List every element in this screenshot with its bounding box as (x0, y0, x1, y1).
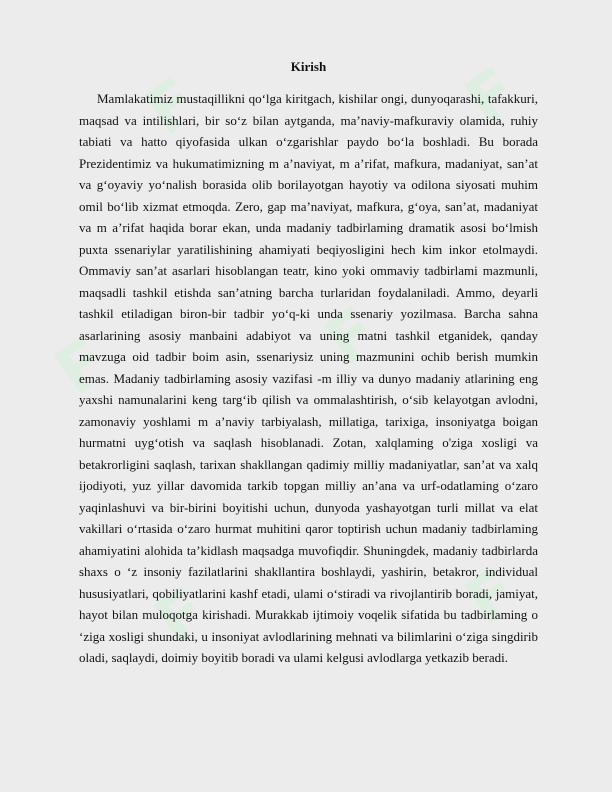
watermark-logo-icon: F (142, 574, 221, 660)
body-paragraph: Mamlakatimiz mustaqillikni qo‘lga kiritgach, kishilar ongi, dunyoqarashi, tafakkuri, maqsad va intilishlari, bir so‘z bilan aytganda, ma’naviy-mafkuraviy olamida, ruhiy tabiati va hatto qiyofasida ulkan o‘zgarishlar paydo bo‘la boshladi. Bu borada Prezidentimiz va hukumatimizning m a’naviyat, m a’rifat, mafkura, madaniyat, san’at va g‘oyaviy yo‘nalish borasida olib borilayotgan hayotiy va odilona siyosati muhim omil bo‘lib xizmat etmoqda. Zero, gap ma’naviyat, mafkura, g‘oya, san’at, madaniyat va m a’rifat haqida borar ekan, unda madaniy tadbirlaming dramatik asosi bo‘lmish puxta ssenariylar yaratilishining ahamiyati beqiyosligini hech kim inkor etolmaydi. Ommaviy san’at asarlari hisoblangan teatr, kino yoki ommaviy tadbirlami mazmunli, maqsadli tashkil etishda san’atning barcha turlaridan foydalaniladi. Ammo, deyarli tashkil etiladigan biron-bir tadbir yo‘q-ki unda ssenariy yozilmasa. Barcha sahna asarlarining asosiy manbaini adabiyot va uning matni tashkil etganidek, qanday mavzuga oid tadbir boim asin, ssenariysiz uning mazmunini ochib berish mumkin emas. Madaniy tadbirlaming asosiy vazifasi -m illiy va dunyo madaniy atlarining eng yaxshi namunalarini keng targ‘ib qilish va ommalashtirish, o‘sib kelayotgan avlodni, zamonaviy yoshlami m a’naviy tarbiyalash, millatiga, tarixiga, insoniyatga boigan hurmatni uyg‘otish va saqlash hisoblanadi. Zotan, xalqlaming o'ziga xosligi va betakrorligini saqlash, tarixan shakllangan qadimiy milliy madaniyatlar, san’at va xalq ijodiyoti, yuz yillar davomida tarkib topgan milliy an’ana va urf-odatlaming o‘zaro yaqinlashuvi va bir-birini boyitishi uchun, dunyoda yashayotgan turli millat va elat vakillari o‘rtasida o‘zaro hurmat muhitini qaror toptirish uchun madaniy tadbirlaming ahamiyatini alohida ta’kidlash maqsadga muvofiqdir. Shuningdek, madaniy tadbirlarda shaxs o ‘z insoniy fazilatlarini shakllantira boshlaydi, yashirin, betakror, individual hususiyatlari, qobiliyatlarini kashf etadi, ulami o‘stiradi va rivojlantirib boradi, jamiyat, hayot bilan muloqotga kirishadi. Murakkab ijtimoiy voqelik sifatida bu tadbirlaming o ‘ziga xosligi shundaki, u insoniyat avlodlarining mehnati va bilimlarini o‘ziga singdirib oladi, saqlaydi, doimiy boyitib boradi va ulami kelgusi avlodlarga yetkazib beradi. (79, 91, 538, 665)
document-title: Kirish (290, 59, 327, 74)
watermark-logo-icon: F (42, 324, 121, 410)
watermark-logo-icon: F (132, 64, 211, 150)
watermark-logo-icon: F (312, 294, 391, 380)
watermark-logo-icon: F (452, 54, 531, 140)
watermark-logo-icon: F (452, 554, 531, 640)
